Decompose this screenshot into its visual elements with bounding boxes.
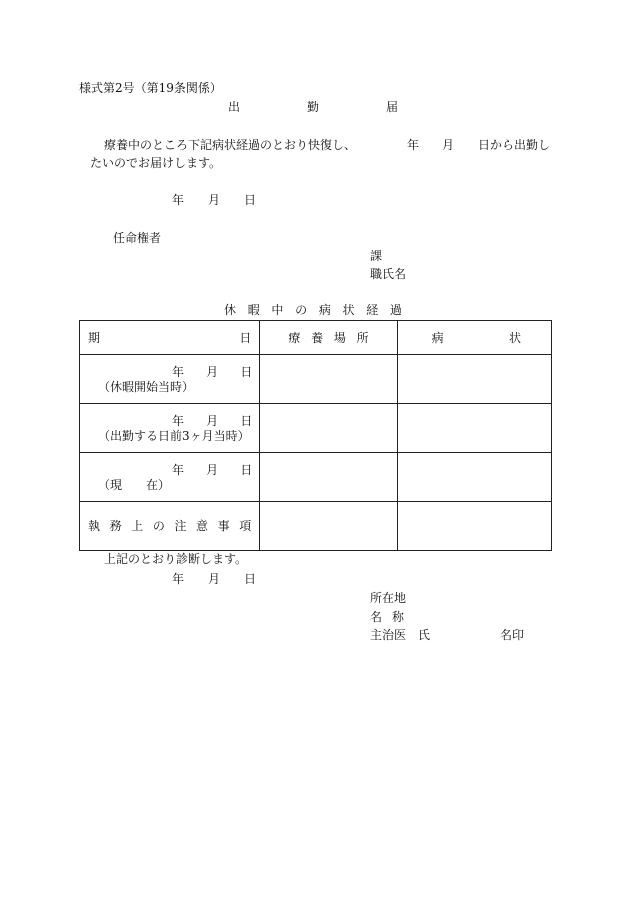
- return-month-label: 月: [442, 138, 455, 152]
- submission-date: [172, 194, 256, 206]
- seal-label: 名印: [500, 628, 525, 642]
- notes-char: 上: [131, 519, 144, 533]
- notes-char: 注: [174, 519, 187, 533]
- document-title: [228, 101, 398, 113]
- place-cell[interactable]: [260, 355, 397, 404]
- period-cell: [80, 404, 260, 453]
- notes-label: [88, 520, 251, 532]
- header-char: 療: [288, 331, 301, 345]
- table-title-char: 状: [342, 303, 355, 317]
- header-condition-text: [432, 332, 521, 344]
- notes-char: 項: [239, 519, 252, 533]
- name-char: 称: [392, 610, 405, 624]
- header-period-left: 期: [88, 331, 101, 345]
- title-char: 勤: [306, 100, 319, 114]
- title-char: 出: [228, 100, 241, 114]
- table-title-char: 暇: [247, 303, 260, 317]
- header-period: [80, 321, 260, 355]
- notes-char: 務: [109, 519, 122, 533]
- diagnosis-statement: 上記のとおり診断します。: [104, 552, 248, 566]
- table-title-char: 経: [366, 303, 379, 317]
- header-place-text: [288, 332, 368, 344]
- table-title: [224, 304, 402, 316]
- period-cell: [80, 355, 260, 404]
- period-date: [172, 464, 252, 476]
- doctor-name-label: 主治医 氏: [370, 628, 431, 642]
- table-title-char: 病: [318, 303, 331, 317]
- appointer-label: 任命権者: [113, 231, 162, 245]
- condition-cell[interactable]: [397, 453, 551, 502]
- header-condition: [397, 321, 551, 355]
- period-date: [172, 415, 252, 427]
- table-row: [80, 355, 552, 404]
- header-char: 病: [431, 331, 444, 345]
- diagnosis-date: [172, 573, 256, 585]
- period-caption: （出勤する日前3ヶ月当時）: [98, 429, 250, 443]
- request-text-line1: 療養中のところ下記病状経過のとおり快復し、: [104, 138, 357, 152]
- table-row-notes: [80, 502, 552, 551]
- date-month-label: 月: [208, 572, 221, 586]
- return-year-label: 年: [407, 138, 420, 152]
- notes-char: の: [152, 519, 165, 533]
- date-month-label: 月: [206, 414, 219, 428]
- header-char: 場: [333, 331, 346, 345]
- table-row: [80, 453, 552, 502]
- notes-char: 執: [88, 519, 101, 533]
- date-month-label: 月: [206, 365, 219, 379]
- period-caption: （休暇開始当時）: [98, 380, 195, 394]
- date-day-label: 日: [240, 463, 253, 477]
- table-row: [80, 404, 552, 453]
- form-reference: 様式第2号（第19条関係）: [79, 81, 222, 95]
- leave-condition-table: [79, 320, 552, 551]
- name-char: 名: [370, 610, 383, 624]
- date-month-label: 月: [208, 193, 221, 207]
- table-title-char: 休: [224, 303, 237, 317]
- place-cell[interactable]: [260, 453, 397, 502]
- period-date: [172, 366, 252, 378]
- table-title-char: 過: [389, 303, 402, 317]
- date-day-label: 日: [240, 414, 253, 428]
- notes-place-cell[interactable]: [260, 502, 397, 551]
- date-day-label: 日: [240, 365, 253, 379]
- notes-label-cell: [80, 502, 260, 551]
- condition-cell[interactable]: [397, 404, 551, 453]
- date-year-label: 年: [172, 414, 185, 428]
- section-label: 課: [370, 249, 383, 263]
- request-text-line1-tail: 日から出勤し: [478, 138, 551, 152]
- header-char: 状: [508, 331, 521, 345]
- notes-condition-cell[interactable]: [397, 502, 551, 551]
- place-cell[interactable]: [260, 404, 397, 453]
- date-day-label: 日: [244, 572, 257, 586]
- header-place: [260, 321, 397, 355]
- notes-char: 意: [196, 519, 209, 533]
- date-year-label: 年: [172, 463, 185, 477]
- date-year-label: 年: [172, 365, 185, 379]
- table-title-char: 中: [271, 303, 284, 317]
- table-header-row: [80, 321, 552, 355]
- period-caption: （現 在）: [98, 478, 171, 492]
- title-char: 届: [385, 100, 398, 114]
- date-year-label: 年: [172, 572, 185, 586]
- header-char: 所: [356, 331, 369, 345]
- table-title-char: の: [295, 303, 308, 317]
- facility-name-label: [370, 611, 404, 623]
- notes-char: 事: [217, 519, 230, 533]
- doctor-row: [370, 629, 524, 641]
- header-char: 養: [311, 331, 324, 345]
- condition-cell[interactable]: [397, 355, 551, 404]
- date-year-label: 年: [172, 193, 185, 207]
- address-label: 所在地: [370, 591, 407, 605]
- date-day-label: 日: [244, 193, 257, 207]
- date-month-label: 月: [206, 463, 219, 477]
- header-period-right: 日: [239, 331, 252, 345]
- period-cell: [80, 453, 260, 502]
- staff-name-label: 職氏名: [370, 267, 407, 281]
- request-text-line2: たいのでお届けします。: [90, 156, 222, 170]
